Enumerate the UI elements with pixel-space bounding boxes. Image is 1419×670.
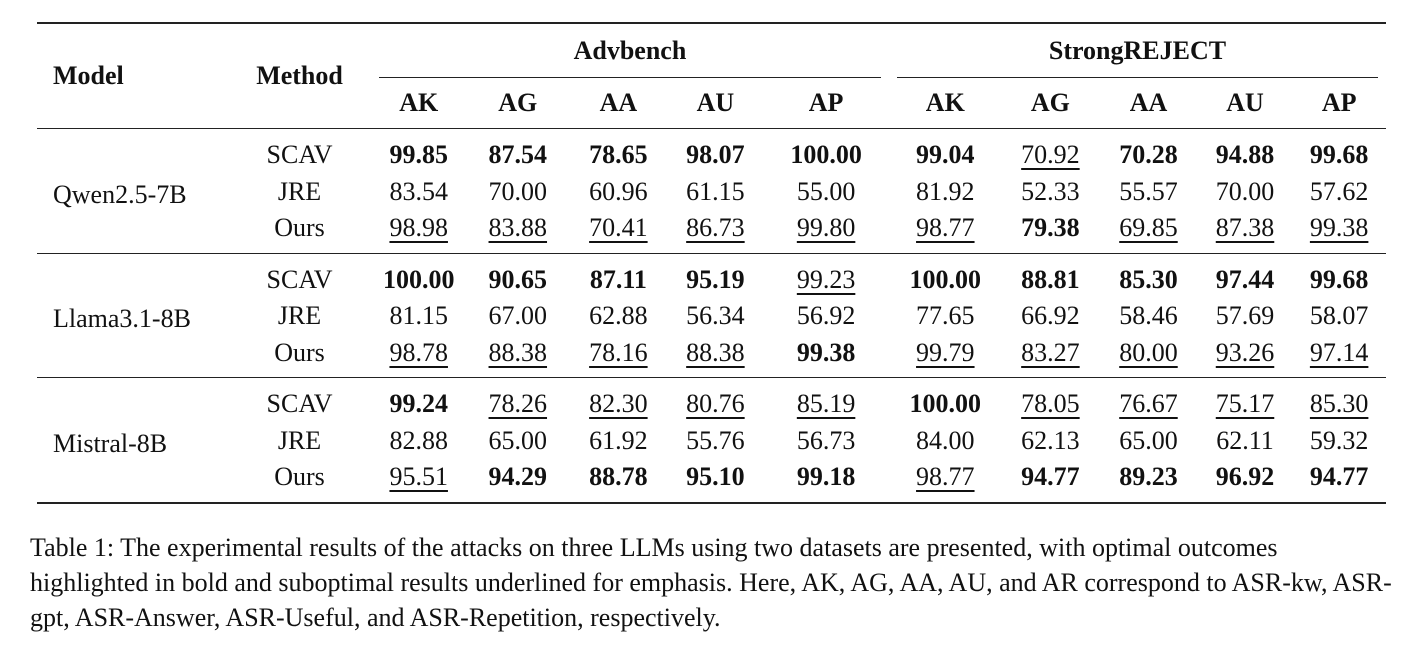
value-cell: 61.15 (686, 176, 745, 206)
value-cell: 58.46 (1119, 301, 1178, 331)
value-cell: 70.00 (488, 176, 548, 206)
table-body (37, 129, 1386, 503)
table-cell (569, 298, 668, 335)
table-cell (668, 253, 764, 298)
table-cell (371, 298, 467, 335)
header-metric-advbench-ap: AP (763, 78, 889, 129)
value-cell: 81.15 (389, 301, 448, 331)
value-cell: 98.07 (686, 140, 745, 170)
table-cell (763, 129, 889, 174)
table-cell (763, 253, 889, 298)
header-metric-strongreject-ak: AK (889, 78, 1002, 129)
table-cell (889, 298, 1002, 335)
value-cell: 99.04 (916, 140, 975, 170)
value-cell: 70.00 (1215, 176, 1275, 206)
value-cell: 80.76 (686, 389, 745, 419)
table-cell (1292, 335, 1386, 378)
value-cell: 70.41 (589, 213, 648, 243)
value-cell: 88.78 (589, 462, 648, 492)
value-cell: 65.00 (488, 425, 548, 455)
table-cell (1099, 459, 1198, 503)
table-cell (763, 298, 889, 335)
value-cell: 96.92 (1215, 462, 1275, 492)
value-cell: 94.29 (488, 462, 548, 492)
table-cell (1099, 423, 1198, 460)
value-cell: 65.00 (1119, 425, 1178, 455)
table-cell (569, 129, 668, 174)
value-cell: 66.92 (1021, 301, 1080, 331)
value-cell: 61.92 (589, 425, 648, 455)
table-cell (668, 174, 764, 211)
table-cell (1002, 174, 1100, 211)
header-group-advbench: Advbench (371, 23, 889, 78)
table-cell (1099, 174, 1198, 211)
value-cell: 94.88 (1215, 140, 1275, 170)
header-model: Model (53, 61, 124, 90)
table-cell (1292, 129, 1386, 174)
value-cell: 87.54 (488, 140, 548, 170)
value-cell: 75.17 (1215, 389, 1275, 419)
table-cell (1002, 210, 1100, 253)
table-cell (1198, 174, 1293, 211)
table-cell (371, 459, 467, 503)
table-cell (1099, 210, 1198, 253)
value-cell: 85.30 (1309, 389, 1369, 419)
value-cell: 95.10 (686, 462, 745, 492)
value-cell: 78.26 (488, 389, 548, 419)
table-cell (1292, 210, 1386, 253)
header-group-strongreject: StrongREJECT (889, 23, 1386, 78)
value-cell: 93.26 (1215, 337, 1275, 367)
header-metric-strongreject-au: AU (1198, 78, 1293, 129)
header-metric-advbench-aa: AA (569, 78, 668, 129)
value-cell: 57.62 (1309, 176, 1369, 206)
model-name-cell: Llama3.1-8B (53, 304, 191, 334)
table-cell (1002, 253, 1100, 298)
header-metric-advbench-ak: AK (371, 78, 467, 129)
value-cell: 57.69 (1215, 301, 1275, 331)
value-cell: 84.00 (916, 425, 975, 455)
table-cell (1292, 423, 1386, 460)
header-metric-strongreject-ag: AG (1002, 78, 1100, 129)
table-cell (668, 298, 764, 335)
header-metric-strongreject-ap: AP (1292, 78, 1386, 129)
table-cell (371, 423, 467, 460)
table-cell (371, 378, 467, 423)
table-cell (1099, 129, 1198, 174)
value-cell: 100.00 (382, 264, 455, 294)
method-cell: JRE (277, 301, 322, 331)
table-cell (889, 423, 1002, 460)
value-cell: 90.65 (488, 264, 548, 294)
value-cell: 82.88 (389, 425, 448, 455)
table-row (37, 335, 1386, 378)
value-cell: 83.88 (488, 213, 548, 243)
value-cell: 88.81 (1021, 264, 1080, 294)
header-metric-advbench-au: AU (668, 78, 764, 129)
value-cell: 99.24 (389, 389, 448, 419)
results-table-container (37, 22, 1386, 504)
value-cell: 52.33 (1021, 176, 1080, 206)
table-cell (668, 129, 764, 174)
table-cell (889, 174, 1002, 211)
header-method: Method (256, 61, 343, 90)
table-cell (668, 335, 764, 378)
table-cell (763, 210, 889, 253)
value-cell: 98.77 (916, 462, 975, 492)
value-cell: 87.11 (589, 264, 647, 294)
value-cell: 98.98 (389, 213, 448, 243)
value-cell: 55.57 (1119, 176, 1178, 206)
value-cell: 98.77 (916, 213, 975, 243)
value-cell: 62.88 (589, 301, 648, 331)
table-cell (1198, 378, 1293, 423)
value-cell: 56.92 (796, 301, 856, 331)
table-cell (1099, 298, 1198, 335)
table-cell (466, 253, 569, 298)
table-cell (1198, 335, 1293, 378)
table-cell (1002, 459, 1100, 503)
method-cell: Ours (274, 213, 325, 243)
table-row (37, 459, 1386, 503)
value-cell: 94.77 (1021, 462, 1080, 492)
value-cell: 67.00 (488, 301, 548, 331)
value-cell: 95.51 (389, 462, 448, 492)
table-cell (1002, 423, 1100, 460)
table-cell (1292, 378, 1386, 423)
table-row (37, 298, 1386, 335)
value-cell: 85.30 (1119, 264, 1178, 294)
value-cell: 99.18 (796, 462, 856, 492)
table-cell (763, 174, 889, 211)
table-cell (371, 129, 467, 174)
value-cell: 69.85 (1119, 213, 1178, 243)
value-cell: 99.23 (796, 264, 856, 294)
table-cell (889, 378, 1002, 423)
table-cell (1198, 210, 1293, 253)
table-cell (668, 378, 764, 423)
value-cell: 56.73 (796, 425, 856, 455)
value-cell: 83.27 (1021, 337, 1080, 367)
table-cell (466, 335, 569, 378)
value-cell: 59.32 (1309, 425, 1369, 455)
value-cell: 99.38 (1309, 213, 1369, 243)
value-cell: 55.76 (686, 425, 745, 455)
header-metric-strongreject-aa: AA (1099, 78, 1198, 129)
model-name-cell: Qwen2.5-7B (53, 179, 187, 209)
value-cell: 100.00 (790, 140, 862, 170)
table-cell (1292, 459, 1386, 503)
table-cell (1292, 298, 1386, 335)
value-cell: 78.65 (589, 140, 648, 170)
value-cell: 88.38 (686, 337, 745, 367)
method-cell: SCAV (266, 264, 333, 294)
table-cell (466, 210, 569, 253)
value-cell: 78.16 (589, 337, 648, 367)
table-cell (889, 335, 1002, 378)
table-cell (1198, 253, 1293, 298)
method-cell: JRE (277, 176, 322, 206)
table-cell (1198, 423, 1293, 460)
value-cell: 95.19 (686, 264, 745, 294)
table-cell (1002, 129, 1100, 174)
value-cell: 99.85 (389, 140, 448, 170)
table-cell (371, 335, 467, 378)
method-cell: JRE (277, 425, 322, 455)
table-caption: Table 1: The experimental results of the attacks on three LLMs using two datasets are presented, with optimal outcomes highlighted in bold and suboptimal results underlined for emphasis. Here, AK, AG, AA, AU, and AR correspond to ASR-kw, ASR-gpt, ASR-Answer, ASR-Useful, and ASR-Repetition, respectively. (30, 533, 1392, 632)
table-row (37, 129, 1386, 174)
table-row (37, 210, 1386, 253)
method-cell: Ours (274, 462, 325, 492)
table-cell (569, 253, 668, 298)
value-cell: 99.80 (796, 213, 856, 243)
table-cell (889, 459, 1002, 503)
table-cell (763, 423, 889, 460)
table-cell (569, 210, 668, 253)
value-cell: 88.38 (488, 337, 548, 367)
table-cell (1198, 459, 1293, 503)
table-cell (763, 459, 889, 503)
value-cell: 77.65 (916, 301, 975, 331)
table-cell (1292, 253, 1386, 298)
table-row (37, 253, 1386, 298)
table-cell (569, 378, 668, 423)
value-cell: 80.00 (1119, 337, 1178, 367)
value-cell: 55.00 (796, 176, 856, 206)
table-cell (371, 174, 467, 211)
value-cell: 56.34 (686, 301, 745, 331)
model-name-cell: Mistral-8B (53, 428, 168, 458)
table-cell (1099, 253, 1198, 298)
table-cell (1002, 298, 1100, 335)
value-cell: 94.77 (1309, 462, 1369, 492)
value-cell: 82.30 (589, 389, 648, 419)
value-cell: 99.68 (1309, 264, 1369, 294)
table-cell (466, 174, 569, 211)
table-cell (371, 253, 467, 298)
value-cell: 97.44 (1215, 264, 1275, 294)
value-cell: 100.00 (909, 264, 982, 294)
value-cell: 98.78 (389, 337, 448, 367)
table-cell (1099, 335, 1198, 378)
table-cell (763, 335, 889, 378)
table-cell (889, 210, 1002, 253)
table-cell (569, 459, 668, 503)
value-cell: 99.38 (796, 337, 856, 367)
table-cell (1002, 335, 1100, 378)
table-cell (371, 210, 467, 253)
value-cell: 86.73 (686, 213, 745, 243)
table-row (37, 378, 1386, 423)
table-cell (668, 210, 764, 253)
table-cell (569, 174, 668, 211)
value-cell: 62.11 (1216, 425, 1274, 455)
method-cell: SCAV (266, 389, 333, 419)
table-cell (569, 423, 668, 460)
table-cell (569, 335, 668, 378)
value-cell: 99.79 (916, 337, 975, 367)
value-cell: 58.07 (1309, 301, 1369, 331)
value-cell: 87.38 (1215, 213, 1275, 243)
table-cell (466, 459, 569, 503)
table-cell (466, 129, 569, 174)
value-cell: 97.14 (1309, 337, 1369, 367)
value-cell: 70.92 (1021, 140, 1080, 170)
value-cell: 99.68 (1309, 140, 1369, 170)
table-cell (466, 423, 569, 460)
table-cell (466, 298, 569, 335)
table-cell (763, 378, 889, 423)
table-cell (1198, 129, 1293, 174)
table-cell (889, 129, 1002, 174)
value-cell: 79.38 (1021, 213, 1080, 243)
table-cell (1198, 298, 1293, 335)
table-cell (1099, 378, 1198, 423)
table-cell (668, 423, 764, 460)
value-cell: 78.05 (1021, 389, 1080, 419)
header-metric-advbench-ag: AG (466, 78, 569, 129)
value-cell: 81.92 (916, 176, 975, 206)
method-cell: Ours (274, 337, 325, 367)
value-cell: 83.54 (389, 176, 448, 206)
value-cell: 60.96 (589, 176, 648, 206)
value-cell: 76.67 (1119, 389, 1178, 419)
table-cell (1292, 174, 1386, 211)
table-cell (466, 378, 569, 423)
results-table (37, 22, 1386, 504)
value-cell: 89.23 (1119, 462, 1178, 492)
value-cell: 85.19 (796, 389, 856, 419)
table-cell (1002, 378, 1100, 423)
table-cell (668, 459, 764, 503)
header-row-groups (37, 23, 1386, 78)
table-row (37, 174, 1386, 211)
table-cell (889, 253, 1002, 298)
table-row (37, 423, 1386, 460)
value-cell: 62.13 (1021, 425, 1080, 455)
method-cell: SCAV (266, 140, 333, 170)
value-cell: 100.00 (909, 389, 982, 419)
value-cell: 70.28 (1119, 140, 1178, 170)
